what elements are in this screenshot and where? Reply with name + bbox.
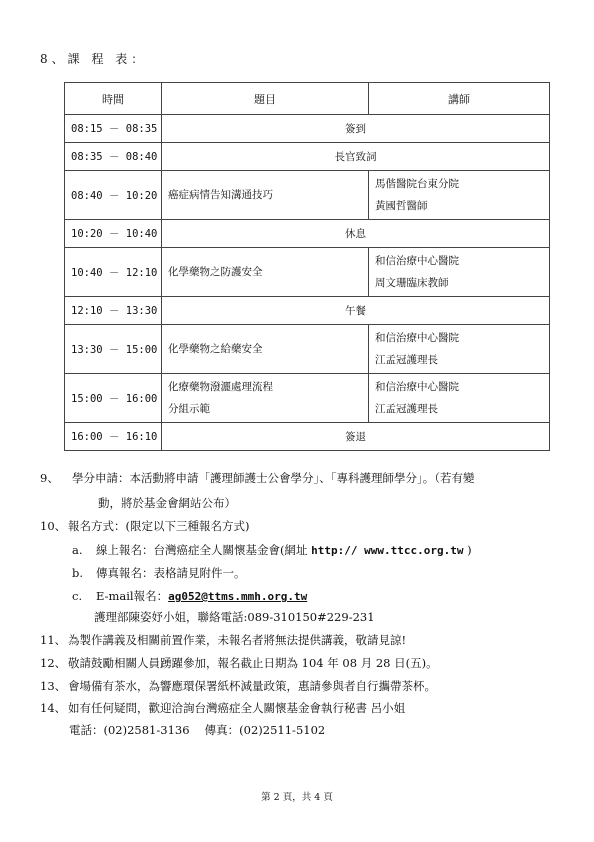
item-11: [40, 631, 406, 649]
header-topic: 題目: [162, 83, 369, 115]
table-row: [65, 220, 550, 248]
item-14: [40, 699, 405, 717]
section-8-heading: 8、課 程 表：: [40, 52, 148, 66]
item-number: 14、: [40, 701, 67, 715]
item-13-text: 會場備有茶水，為響應環保署紙杯減量政策，惠請參與者自行攜帶茶杯。: [68, 679, 436, 693]
row-time: 08:15 － 08:35: [65, 115, 162, 143]
option-b-text: 傳真報名：表格請見附件一。: [96, 566, 246, 580]
table-row: [65, 248, 550, 297]
row-event: 簽到: [162, 115, 550, 143]
item-10a: [72, 541, 472, 560]
item-number: 10、: [40, 519, 67, 533]
table-row: [65, 115, 550, 143]
item-number: 13、: [40, 679, 67, 693]
header-time: 時間: [65, 83, 162, 115]
speaker-hospital: 和信治療中心醫院: [375, 381, 459, 393]
topic-line: 化學藥物之給藥安全: [168, 343, 263, 355]
row-event: 午餐: [162, 297, 550, 325]
topic-line: 化療藥物潑灑處理流程: [168, 381, 273, 393]
item-9-line2: 動，將於基金會網站公布）: [98, 496, 236, 510]
row-time: 12:10 － 13:30: [65, 297, 162, 325]
speaker-name: 黃國哲醫師: [375, 200, 428, 212]
speaker-name: 周文珊臨床教師: [375, 277, 449, 289]
row-time: 16:00 － 16:10: [65, 423, 162, 451]
close-paren: ): [467, 543, 472, 557]
row-speaker: [369, 171, 550, 220]
row-speaker: [369, 325, 550, 374]
topic-line: 癌症病情告知溝通技巧: [168, 189, 273, 201]
course-schedule-table: [64, 82, 550, 451]
row-time: 08:35 － 08:40: [65, 143, 162, 171]
table-row: [65, 143, 550, 171]
item-9-line1: [40, 469, 475, 487]
row-event: 休息: [162, 220, 550, 248]
row-topic: [162, 374, 369, 423]
speaker-hospital: 馬偕醫院台東分院: [375, 178, 459, 190]
option-a-text: 線上報名：台灣癌症全人關懷基金會(網址: [96, 543, 308, 557]
item-10-text: 報名方式：(限定以下三種報名方式): [68, 519, 250, 533]
item-12: [40, 654, 438, 672]
row-time: 10:20 － 10:40: [65, 220, 162, 248]
table-row: [65, 297, 550, 325]
speaker-name: 江孟冠護理長: [375, 354, 438, 366]
email-link[interactable]: ag052@ttms.mmh.org.tw: [168, 590, 308, 603]
option-label: c.: [72, 589, 83, 603]
table-row: [65, 171, 550, 220]
item-9-text: 學分申請：本活動將申請「護理師護士公會學分」、「專科護理師學分」。（若有變: [72, 471, 475, 485]
item-10b: [72, 564, 246, 582]
table-row: [65, 423, 550, 451]
row-time: 10:40 － 12:10: [65, 248, 162, 297]
row-time: 13:30 － 15:00: [65, 325, 162, 374]
row-topic: [162, 171, 369, 220]
page-footer: 第 2 頁，共 4 頁: [261, 792, 333, 803]
row-topic: [162, 325, 369, 374]
row-speaker: [369, 374, 550, 423]
header-speaker: 講師: [369, 83, 550, 115]
item-12-text: 敬請鼓勵相關人員踴躍參加，報名截止日期為 104 年 08 月 28 日(五)。: [68, 656, 438, 670]
item-11-text: 為製作講義及相關前置作業，未報名者將無法提供講義，敬請見諒!: [68, 633, 407, 647]
row-time: 08:40 － 10:20: [65, 171, 162, 220]
item-10c-contact: 護理部陳姿妤小姐，聯絡電話:089-310150#229-231: [94, 610, 375, 624]
table-row: [65, 374, 550, 423]
table-row: [65, 325, 550, 374]
item-14-phone: 電話：(02)2581-3136 傳真：(02)2511-5102: [69, 723, 326, 737]
option-label: a.: [72, 543, 83, 557]
speaker-name: 江孟冠護理長: [375, 403, 438, 415]
item-10-title: [40, 517, 249, 535]
topic-line: 化學藥物之防護安全: [168, 266, 263, 278]
option-c-text: E-mail報名：: [96, 589, 169, 603]
website-link[interactable]: http:// www.ttcc.org.tw: [311, 544, 464, 557]
row-event: 簽退: [162, 423, 550, 451]
row-topic: [162, 248, 369, 297]
speaker-hospital: 和信治療中心醫院: [375, 332, 459, 344]
item-13: [40, 677, 436, 695]
row-event: 長官致詞: [162, 143, 550, 171]
item-10c: [72, 587, 307, 606]
row-time: 15:00 － 16:00: [65, 374, 162, 423]
table-header-row: [65, 83, 550, 115]
speaker-hospital: 和信治療中心醫院: [375, 255, 459, 267]
item-number: 12、: [40, 656, 67, 670]
item-number: 9、: [40, 471, 59, 485]
item-14-text: 如有任何疑問，歡迎洽詢台灣癌症全人關懷基金會執行秘書 呂小姐: [68, 701, 406, 715]
topic-line: 分組示範: [168, 403, 210, 415]
item-number: 11、: [40, 633, 67, 647]
row-speaker: [369, 248, 550, 297]
option-label: b.: [72, 566, 84, 580]
